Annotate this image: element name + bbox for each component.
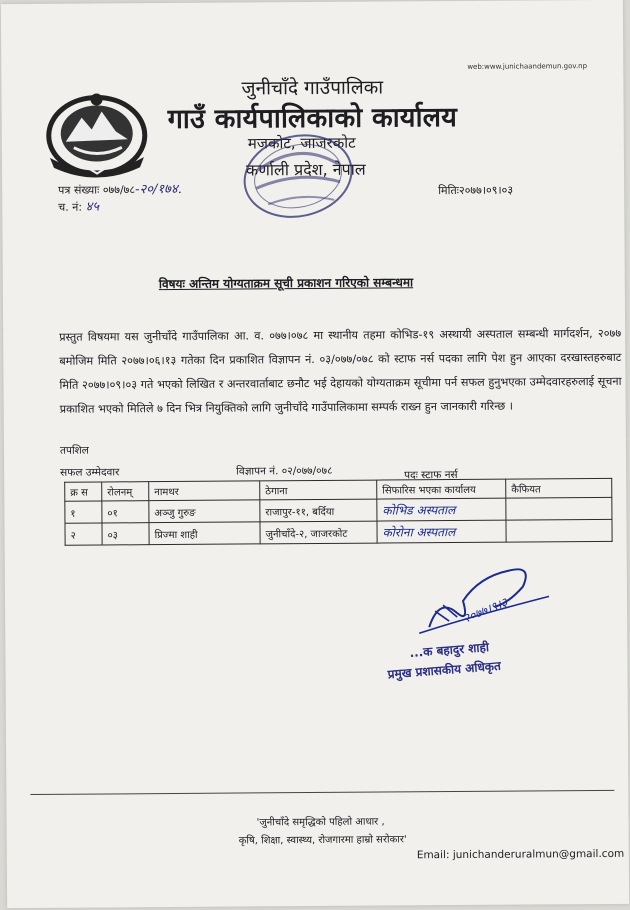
footer-divider bbox=[30, 790, 614, 795]
footer-email: Email: junichanderuralmun@gmail.com bbox=[416, 847, 625, 862]
col-sn: क्र स bbox=[65, 482, 102, 501]
cell-roll: ०३ bbox=[102, 523, 149, 545]
region-line: कर्णाली प्रदेश, नेपाल bbox=[245, 159, 366, 180]
cell-address: राजापुर-११, बर्दिया bbox=[260, 499, 377, 522]
subject-line: विषयः अन्तिम योग्यताक्रम सूची प्रकाशन गरिएको सम्बन्धमा bbox=[158, 275, 414, 292]
cell-office: कोभिड अस्पताल bbox=[377, 498, 506, 521]
col-name: नामथर bbox=[149, 481, 260, 501]
signature-date: २०७७।९।३ bbox=[460, 595, 510, 626]
cell-sn: २ bbox=[65, 523, 102, 545]
col-address: ठेगाना bbox=[260, 480, 377, 500]
body-paragraph: प्रस्तुत विषयमा यस जुनीचाँदे गाउँपालिका आ. व. ०७७।०७८ मा स्थानीय तहमा कोभिड-१९ अस्थायी अस्पताल सम्बन्धी मार्गदर्शन, २०७७ बमोजिम मिति २०७७।०६।१३ गतेका दिन प्रकाशित विज्ञापन नं. ०३/०७७/०७८ को स्टाफ नर्स पदका लागि पेश हुन आएका दरखास्तहरुबाट मिति २०७७।०९।०३ गते भएको लिखित र अन्तरवार्ताबाट छनौट भई देहायको योग्यताक्रम सूचीमा पर्न सफल हुनुभएका उम्मेदवारहरुलाई सूचना प्रकाशित भएको मितिले ७ दिन भित्र नियुक्तिको लागि जुनीचाँदे गाउँपालिकामा सम्पर्क राख्न हुन जानकारी गरिन्छ । bbox=[59, 326, 622, 416]
post-label: पदः स्टाफ नर्स bbox=[404, 469, 458, 482]
cell-sn: १ bbox=[65, 501, 102, 523]
col-office: सिफारिस भएका कार्यालय bbox=[377, 479, 506, 499]
address-line: मजकोट, जाजरकोट bbox=[247, 133, 356, 153]
table-row bbox=[65, 519, 612, 545]
official-stamp bbox=[238, 130, 357, 221]
details-label: तपशिल bbox=[59, 444, 89, 457]
cell-name: प्रिज्मा शाही bbox=[149, 522, 260, 545]
website-text: web:www.junichaandemun.gov.np bbox=[467, 62, 588, 71]
nepal-emblem-icon bbox=[43, 87, 150, 180]
cell-remark bbox=[506, 519, 612, 542]
cell-office: कोरोना अस्पताल bbox=[377, 520, 506, 543]
cell-roll: ०१ bbox=[102, 501, 149, 523]
successful-candidates-label: सफल उम्मेदवार bbox=[60, 466, 120, 479]
cell-remark bbox=[506, 497, 612, 520]
signatory-title: प्रमुख प्रशासकीय अधिकृत bbox=[387, 658, 502, 682]
municipality-name: जुनीचाँदे गाउँपालिका bbox=[241, 76, 384, 100]
candidates-table bbox=[64, 478, 612, 546]
office-title: गाउँ कार्यपालिकाको कार्यालय bbox=[167, 102, 458, 136]
advertisement-number: विज्ञापन नं. ०२/०७७/०७८ bbox=[236, 464, 333, 478]
patra-sankhya: पत्र संख्याः ०७७/७८-२०/१७४. bbox=[58, 181, 182, 198]
footer-slogan-line1: 'जुनीचाँदे समृद्धिको पहिलो आधार , bbox=[256, 816, 385, 829]
col-roll: रोलनम् bbox=[102, 482, 149, 501]
signature-scribble bbox=[399, 556, 570, 647]
cell-name: अञ्जु गुरुङ bbox=[149, 500, 260, 523]
cell-address: जुनीचाँदे-२, जाजरकोट bbox=[260, 521, 377, 544]
letter-date: मितिः२०७७।०९।०३ bbox=[438, 183, 514, 198]
chalani-number: च. नं: ४५ bbox=[58, 199, 100, 215]
footer-slogan-line2: कृषि, शिक्षा, स्वास्थ्य, रोजगारमा हाम्रो सरोकार' bbox=[238, 834, 407, 847]
col-remark: कैफियत bbox=[506, 478, 612, 498]
letter-page bbox=[1, 0, 629, 908]
signatory-name: ...क बहादुर शाही bbox=[408, 640, 490, 661]
